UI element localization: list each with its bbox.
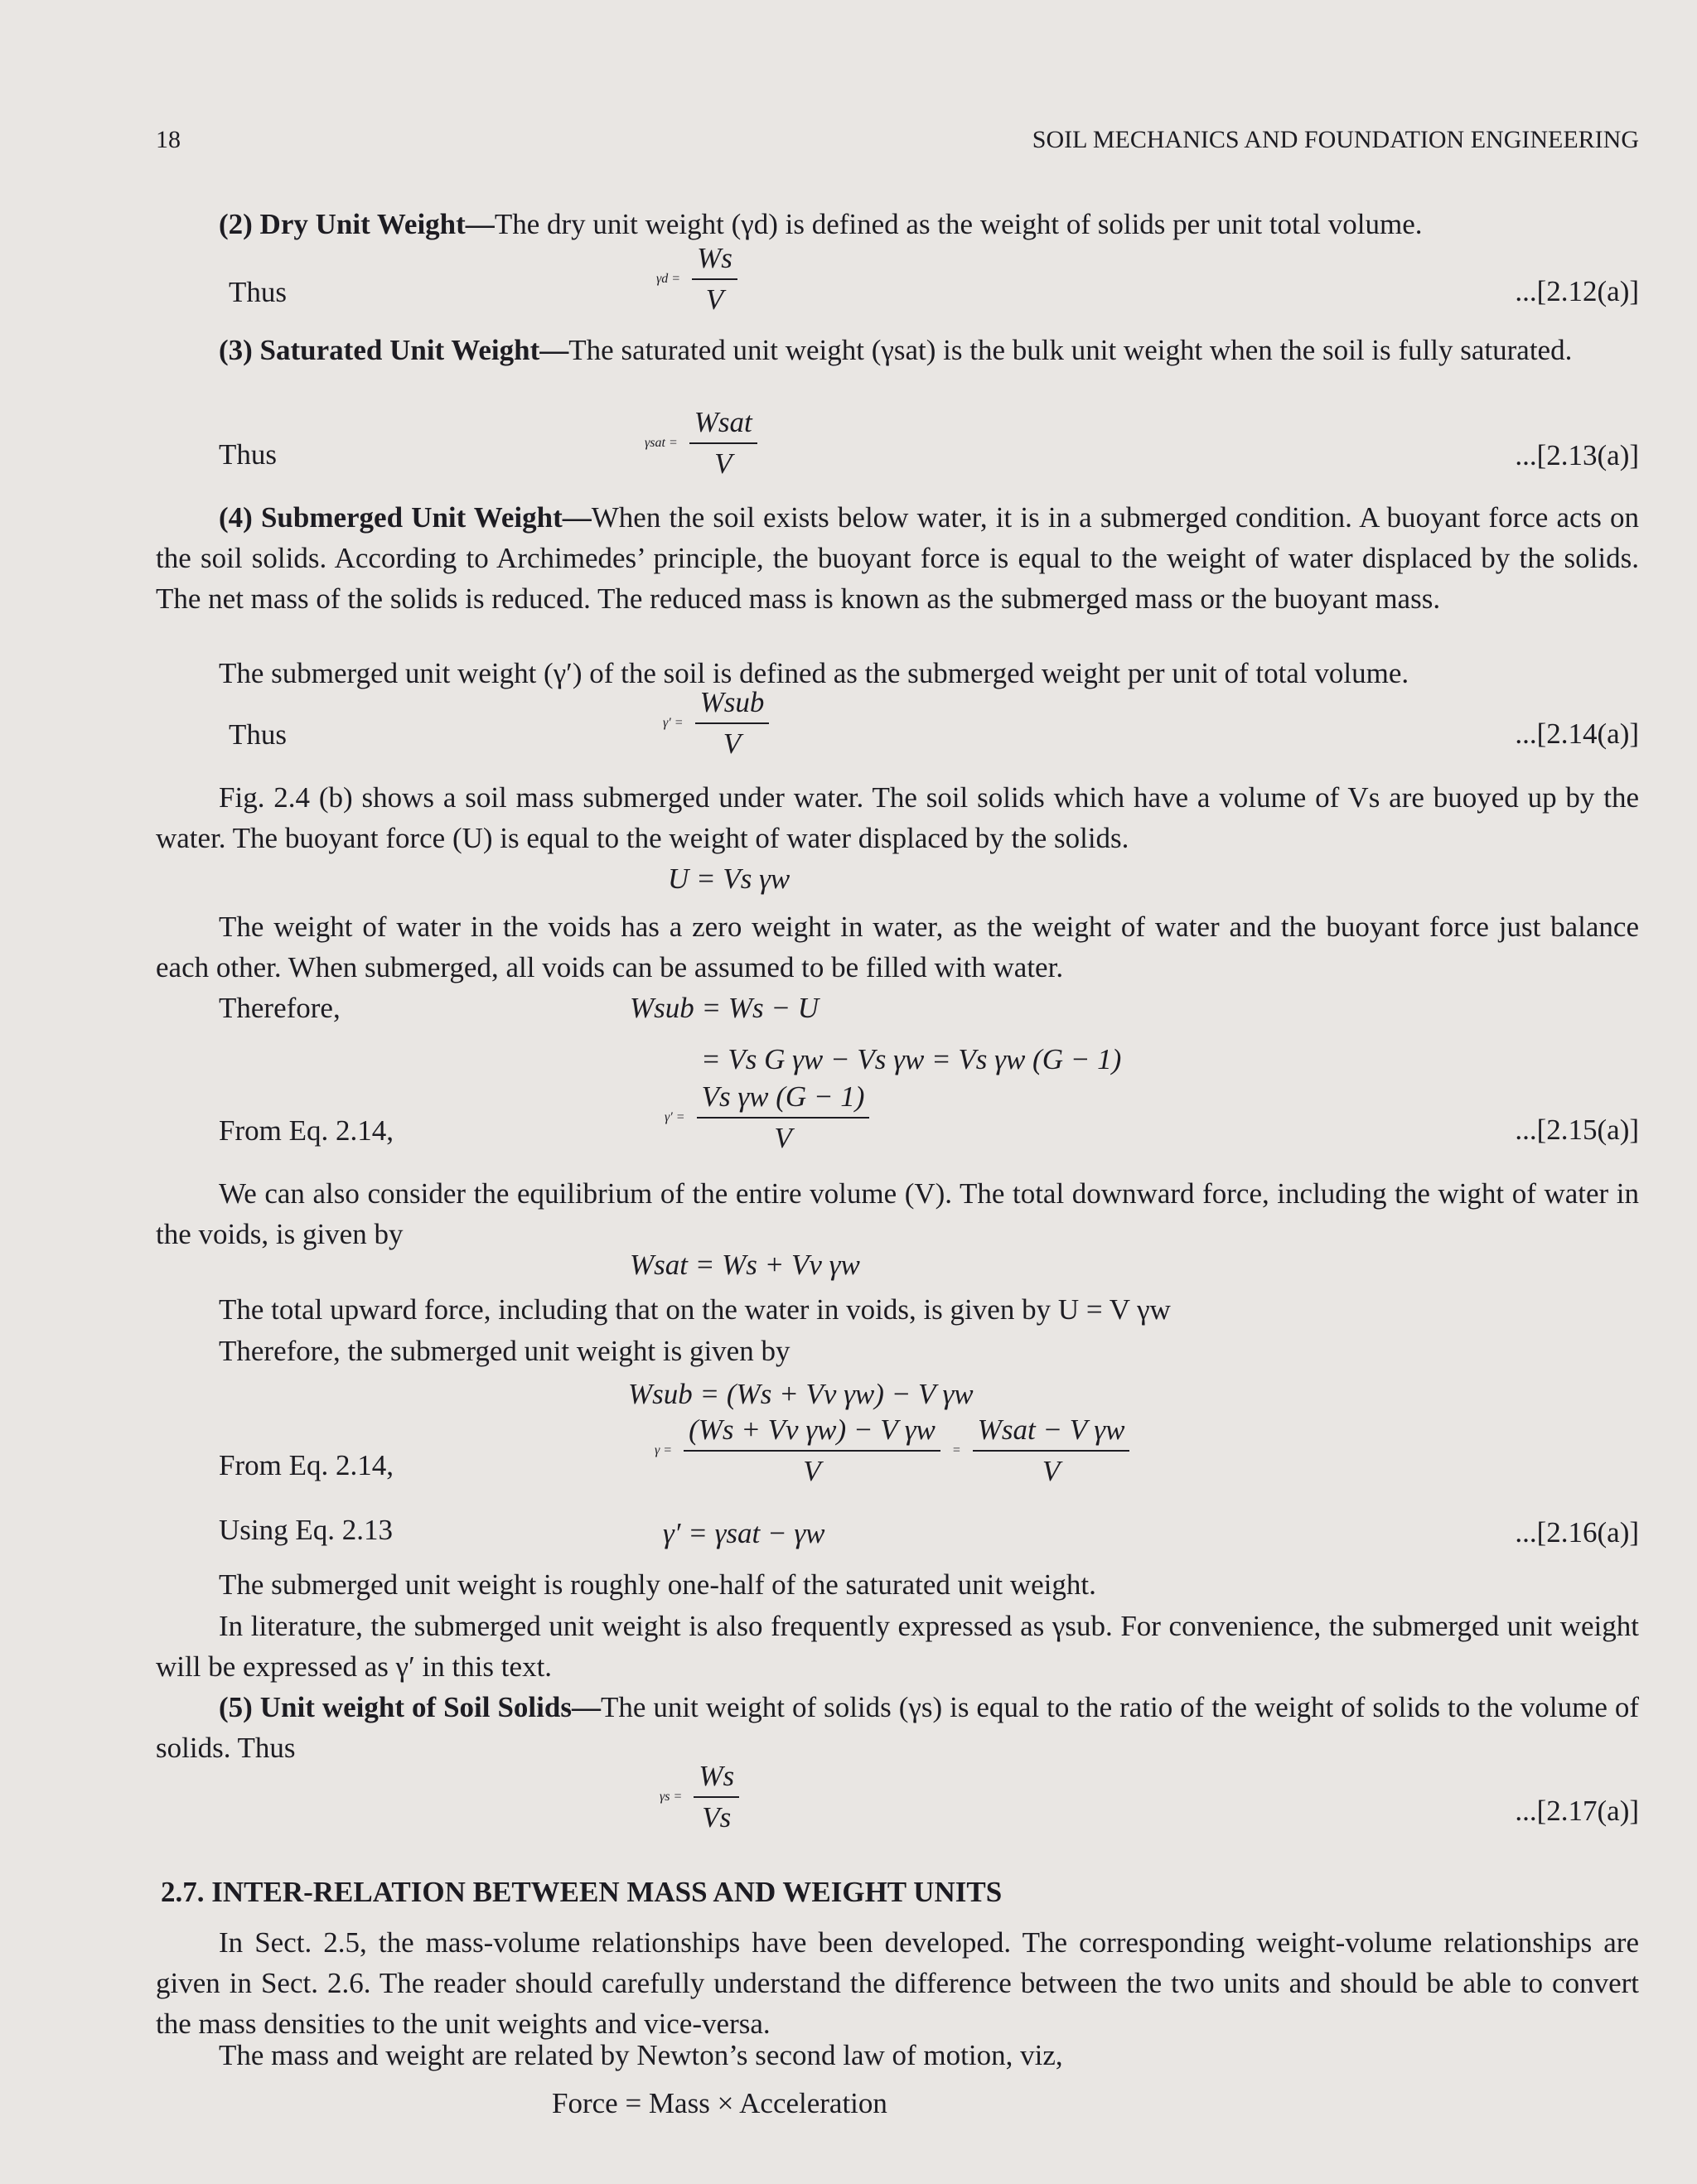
submerged-unit-weight-paragraph xyxy=(156,497,1639,619)
fraction xyxy=(684,1413,940,1488)
eq-lhs: γ′ = xyxy=(665,1110,685,1124)
sat-text: The saturated unit weight (γsat) is the bulk unit weight when the soil is fully saturated. xyxy=(568,334,1573,366)
eq-submerged-unit-weight xyxy=(663,686,769,761)
therefore-label: Therefore, xyxy=(219,992,341,1024)
eq-gamma-final: γ′ = γsat − γw xyxy=(663,1517,825,1549)
denominator: V xyxy=(1042,1455,1061,1487)
eq-number: ...[2.17(a)] xyxy=(1515,1795,1639,1827)
eq-wsub-1: Wsub = Ws − U xyxy=(630,992,819,1024)
running-title: SOIL MECHANICS AND FOUNDATION ENGINEERING xyxy=(1032,126,1639,153)
eq-wsub-3: Wsub = (Ws + Vv γw) − V γw xyxy=(628,1378,974,1410)
eq-dry-unit-weight xyxy=(656,242,737,316)
saturated-unit-weight-paragraph xyxy=(156,330,1639,370)
denominator: V xyxy=(714,447,732,480)
solids-unit-weight-paragraph xyxy=(156,1687,1639,1768)
section-heading: 2.7. INTER-RELATION BETWEEN MASS AND WEIGHT UNITS xyxy=(161,1876,1003,1908)
voids-paragraph: The weight of water in the voids has a zero weight in water, as the weight of water and the buoyant force just balance each other. When submerged, all voids can be assumed to be filled with water. xyxy=(156,911,1639,983)
eq-saturated-unit-weight xyxy=(645,406,757,481)
sub-heading: (4) Submerged Unit Weight— xyxy=(219,501,592,534)
eq-lhs: γsat = xyxy=(645,436,678,450)
therefore-submerged-text: Therefore, the submerged unit weight is given by xyxy=(219,1335,790,1367)
section-paragraph: In Sect. 2.5, the mass-volume relationships have been developed. The corresponding weight-volume relationships are given in Sect. 2.6. The reader should carefully understand the difference between the two units and should be able to convert the mass densities to the unit weights and vice-versa. xyxy=(156,1926,1639,2040)
one-half-text: The submerged unit weight is roughly one-half of the saturated unit weight. xyxy=(219,1568,1096,1601)
eq-number: ...[2.15(a)] xyxy=(1515,1114,1639,1146)
solids-text: The unit weight of solids (γs) is equal to the ratio of the weight of solids to the volume of solids. Thus xyxy=(156,1691,1640,1764)
fraction xyxy=(697,1080,870,1155)
dry-unit-weight-paragraph xyxy=(219,204,1423,244)
thus-label: Thus xyxy=(229,718,287,751)
numerator: Ws xyxy=(692,242,737,280)
eq-number: ...[2.12(a)] xyxy=(1515,275,1639,307)
numerator: Wsat xyxy=(689,406,757,444)
upward-force-text: The total upward force, including that on the water in voids, is given by U = V γw xyxy=(219,1293,1171,1326)
equilibrium-paragraph: We can also consider the equilibrium of the entire volume (V). The total downward force, including the wight of water in the voids, is given by xyxy=(156,1177,1639,1250)
fraction xyxy=(973,1413,1130,1488)
equals-sign: = xyxy=(951,1443,961,1457)
eq-gamma-prime xyxy=(665,1080,869,1155)
sat-heading: (3) Saturated Unit Weight— xyxy=(219,334,569,366)
denominator: Vs xyxy=(702,1801,732,1834)
eq-number: ...[2.13(a)] xyxy=(1515,439,1639,471)
thus-label: Thus xyxy=(229,276,287,308)
eq-wsub-2: = Vs G γw − Vs γw = Vs γw (G − 1) xyxy=(701,1043,1122,1075)
force-equation: Force = Mass × Acceleration xyxy=(552,2087,887,2119)
denominator: V xyxy=(774,1122,792,1154)
newton-law-text: The mass and weight are related by Newton’s second law of motion, viz, xyxy=(219,2039,1063,2071)
eq-number: ...[2.16(a)] xyxy=(1515,1516,1639,1549)
eq-lhs: γs = xyxy=(660,1790,683,1804)
sub-text: When the soil exists below water, it is in a submerged condition. A buoyant force acts on the soil solids. According to Archimedes’ principle, the buoyant force is equal to the weight of water displaced by the solids. The net mass of the solids is reduced. The reduced mass is known as the submerged mass or the buoyant mass. xyxy=(156,501,1639,615)
fig-2-4-paragraph: Fig. 2.4 (b) shows a soil mass submerged under water. The soil solids which have a volume of Vs are buoyed up by the water. The buoyant force (U) is equal to the weight of water displaced by the solids. xyxy=(156,781,1639,854)
from-eq-label: From Eq. 2.14, xyxy=(219,1114,394,1147)
literature-paragraph: In literature, the submerged unit weight is also frequently expressed as γsub. For convenience, the submerged unit weight will be expressed as γ′ in this text. xyxy=(156,1610,1639,1683)
numerator: Wsub xyxy=(695,686,770,724)
solids-heading: (5) Unit weight of Soil Solids— xyxy=(219,1691,601,1723)
fraction xyxy=(695,686,770,761)
dry-text: The dry unit weight (γd) is defined as the weight of solids per unit total volume. xyxy=(494,208,1423,240)
fraction xyxy=(694,1760,739,1834)
page-number: 18 xyxy=(156,126,181,153)
from-eq-label: From Eq. 2.14, xyxy=(219,1449,394,1481)
numerator: Ws xyxy=(694,1760,739,1798)
eq-gamma-expanded xyxy=(655,1413,1129,1488)
numerator: Wsat − V γw xyxy=(973,1413,1130,1452)
denominator: V xyxy=(803,1455,821,1487)
fraction xyxy=(692,242,737,316)
submerged-definition: The submerged unit weight (γ′) of the soil is defined as the submerged weight per unit of total volume. xyxy=(219,657,1409,689)
dry-heading: (2) Dry Unit Weight— xyxy=(219,208,495,240)
numerator: Vs γw (G − 1) xyxy=(697,1080,870,1119)
eq-solids-unit-weight xyxy=(660,1760,739,1834)
using-eq-label: Using Eq. 2.13 xyxy=(219,1514,393,1546)
denominator: V xyxy=(723,727,742,760)
eq-buoyant-force: U = Vs γw xyxy=(668,862,790,895)
denominator: V xyxy=(705,283,724,316)
thus-label: Thus xyxy=(219,438,277,471)
eq-lhs: γd = xyxy=(656,272,681,286)
numerator: (Ws + Vv γw) − V γw xyxy=(684,1413,940,1452)
eq-lhs: γ = xyxy=(655,1443,673,1457)
eq-lhs: γ′ = xyxy=(663,716,684,730)
fraction xyxy=(689,406,757,481)
eq-number: ...[2.14(a)] xyxy=(1515,718,1639,750)
eq-wsat: Wsat = Ws + Vv γw xyxy=(630,1249,860,1281)
